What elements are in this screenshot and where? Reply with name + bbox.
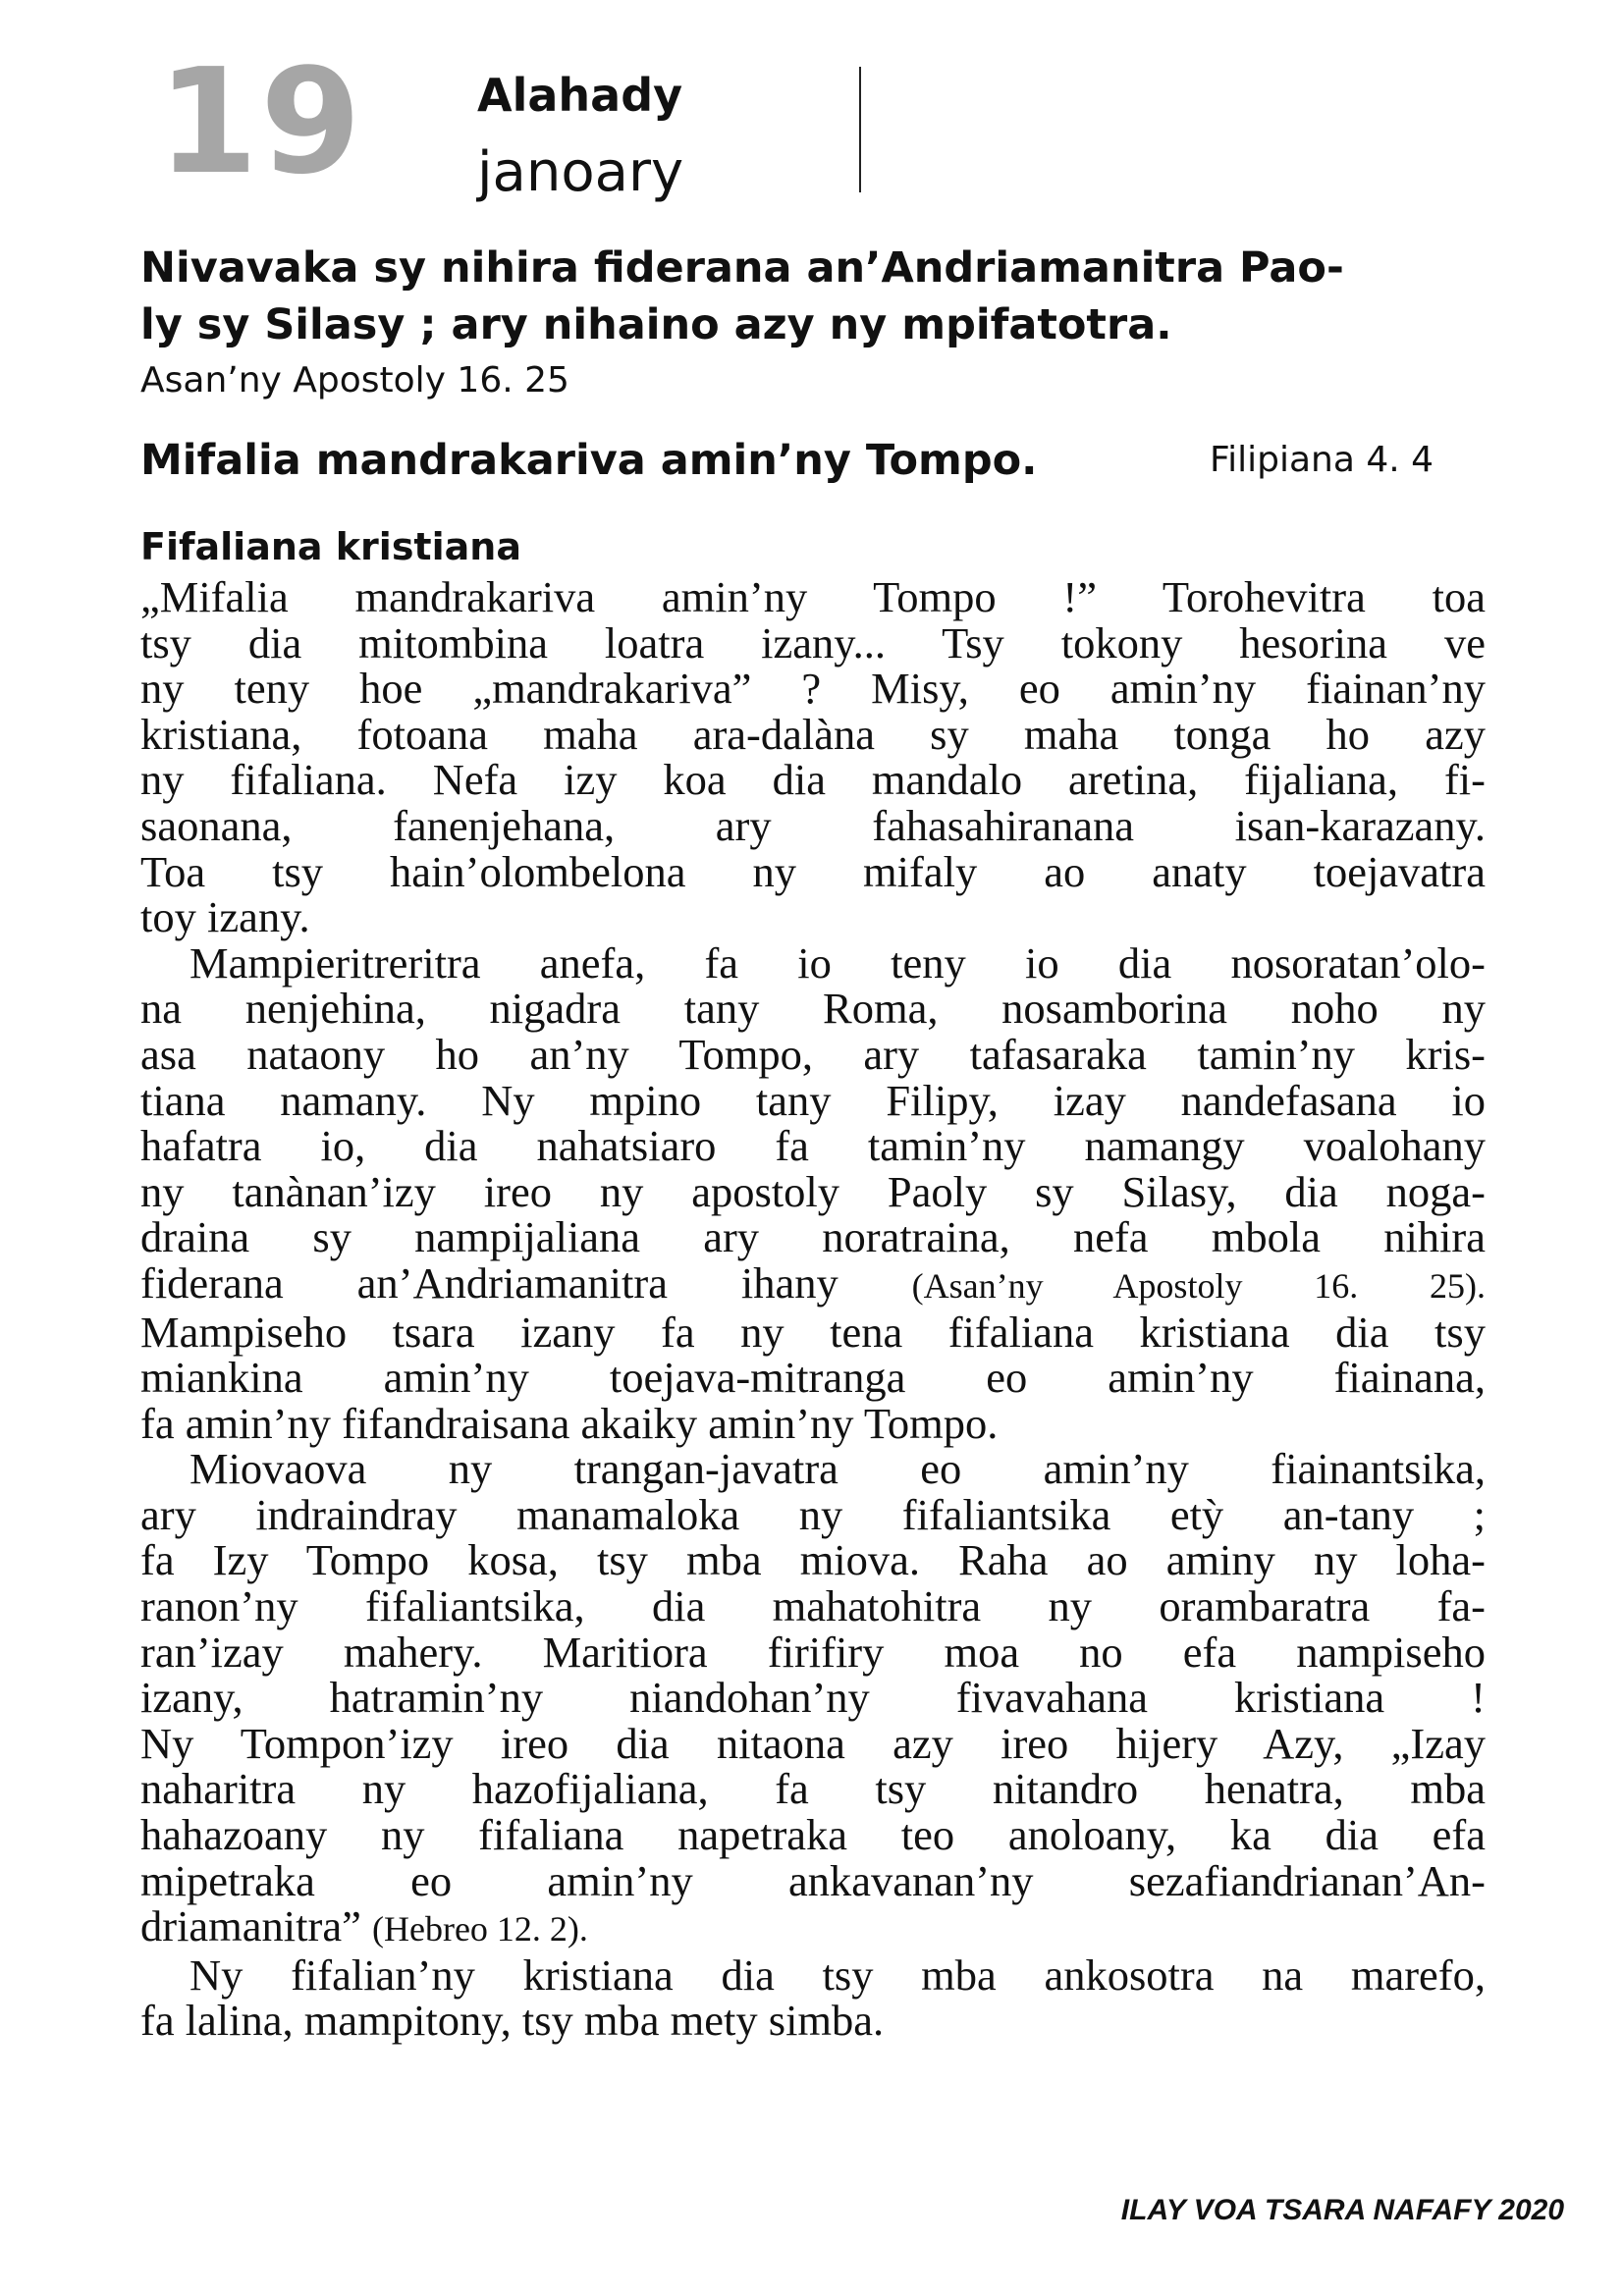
body-line-text: driamanitra” (140, 1901, 361, 1951)
day-number: 19 (157, 37, 363, 206)
verse-second: Mifalia mandrakariva amin’ny Tompo. (140, 436, 1038, 485)
month: janoary (477, 140, 684, 204)
body-line: draina sy nampijaliana ary noratraina, nefa mbola nihira (140, 1212, 1486, 1262)
body-line: miankina amin’ny toejava-mitranga eo amin’ny fiainana, (140, 1353, 1486, 1403)
body-line: Mampieritreritra anefa, fa io teny io dia nosoratan’olo- (189, 937, 1486, 988)
section-title: Fifaliana kristiana (140, 525, 521, 568)
body-line: fa lalina, mampitony, tsy mba mety simba. (140, 1996, 885, 2046)
body-line: ny tanànan’izy ireo ny apostoly Paoly sy Silasy, dia noga- (140, 1166, 1486, 1216)
body-line: toy izany. (140, 892, 310, 942)
body-line: na nenjehina, nigadra tany Roma, nosamborina noho ny (140, 984, 1486, 1034)
body-line: izany, hatramin’ny niandohan’ny fivavahana kristiana ! (140, 1673, 1486, 1723)
verse-main-line: ly sy Silasy ; ary nihaino azy ny mpifatotra. (140, 300, 1172, 349)
body-line: Toa tsy hain’olombelona ny mifaly ao anaty toejavatra (140, 846, 1486, 896)
body-line: fa Izy Tompo kosa, tsy mba miova. Raha ao aminy ny loha- (140, 1535, 1486, 1585)
header-divider (859, 67, 861, 192)
body-line: ran’izay mahery. Maritiora firifiry moa no efa nampiseho (140, 1627, 1486, 1677)
citation: (Hebreo 12. 2). (371, 1909, 588, 1949)
body-line: Mampiseho tsara izany fa ny tena fifaliana kristiana dia tsy (140, 1307, 1486, 1357)
body-line-with-citation (140, 1257, 1487, 1309)
weekday: Alahady (477, 69, 683, 122)
body-line: ny fifaliana. Nefa izy koa dia mandalo aretina, fijaliana, fi- (140, 755, 1486, 805)
body-line: tiana namany. Ny mpino tany Filipy, izay nandefasana io (140, 1075, 1486, 1125)
citation: (Asan’ny Apostoly 16. 25). (911, 1265, 1487, 1306)
body-line: kristiana, fotoana maha ara-dalàna sy maha tonga ho azy (140, 709, 1486, 759)
body-line: Ny Tompon’izy ireo dia nitaona azy ireo hijery Azy, „Izay (140, 1718, 1486, 1768)
body-line: ranon’ny fifaliantsika, dia mahatohitra ny orambaratra fa- (140, 1581, 1486, 1631)
body-line: „Mifalia mandrakariva amin’ny Tompo !” Torohevitra toa (140, 572, 1486, 621)
body-line: Ny fifalian’ny kristiana dia tsy mba ankosotra na marefo, (189, 1949, 1486, 2000)
verse-main (140, 240, 1486, 353)
body-line: fa amin’ny fifandraisana akaiky amin’ny Tompo. (140, 1398, 999, 1448)
body-line: hafatra io, dia nahatsiaro fa tamin’ny namangy voalohany (140, 1121, 1486, 1171)
body-text (140, 574, 1486, 2044)
verse-main-reference: Asan’ny Apostoly 16. 25 (140, 360, 569, 400)
body-line: tsy dia mitombina loatra izany... Tsy tokony hesorina ve (140, 617, 1486, 667)
body-line: Miovaova ny trangan-javatra eo amin’ny fiainantsika, (189, 1444, 1486, 1494)
body-line: hahazoany ny fifaliana napetraka teo anoloany, ka dia efa (140, 1810, 1486, 1860)
body-line-with-citation (140, 1903, 1486, 1952)
body-line: asa nataony ho an’ny Tompo, ary tafasaraka tamin’ny kris- (140, 1029, 1486, 1079)
verse-main-line: Nivavaka sy nihira fiderana an’Andriamanitra Pao- (140, 243, 1344, 293)
body-line: mipetraka eo amin’ny ankavanan’ny sezafiandrianan’An- (140, 1855, 1486, 1905)
body-line-text: fiderana an’Andriamanitra ihany (140, 1257, 839, 1308)
body-line: ny teny hoe „mandrakariva” ? Misy, eo amin’ny fiainan’ny (140, 664, 1486, 714)
footer-publication-title: ILAY VOA TSARA NAFAFY 2020 (1120, 2194, 1564, 2226)
body-line: saonana, fanenjehana, ary fahasahiranana isan-karazany. (140, 800, 1486, 850)
body-line: naharitra ny hazofijaliana, fa tsy nitandro henatra, mba (140, 1764, 1486, 1814)
body-line: ary indraindray manamaloka ny fifaliantsika etỳ an-tany ; (140, 1489, 1486, 1539)
verse-second-reference: Filipiana 4. 4 (1210, 440, 1434, 480)
